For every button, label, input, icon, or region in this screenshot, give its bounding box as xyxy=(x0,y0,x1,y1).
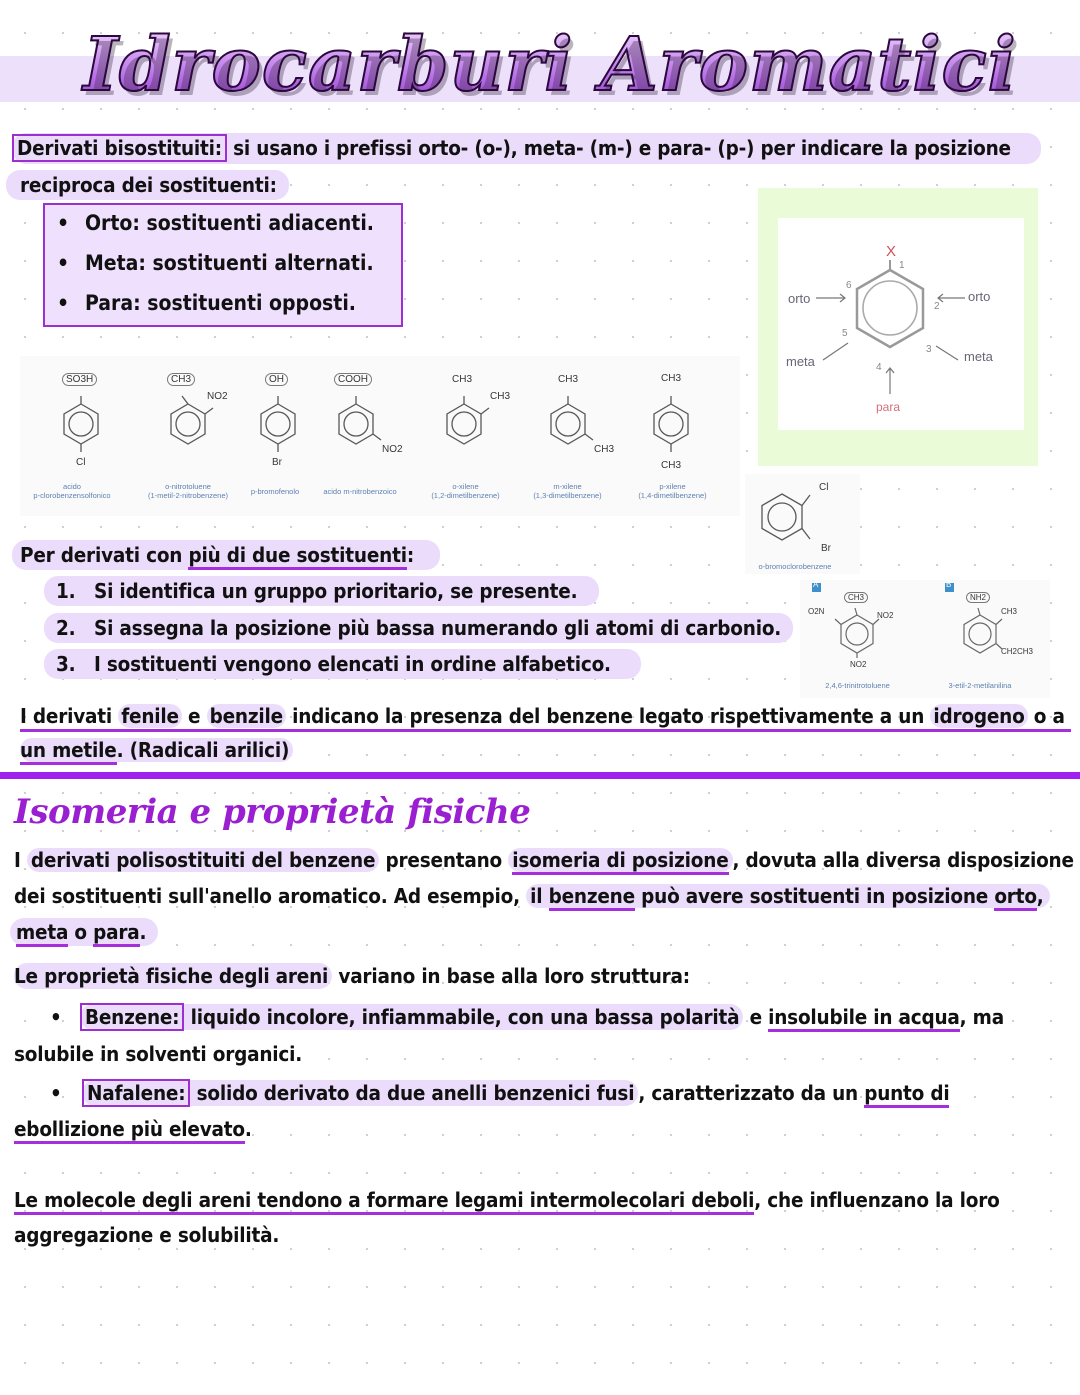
benzene-positions-icon xyxy=(758,188,1038,466)
step-3: 3. I sostituenti vengono elencati in ordine alfabetico. xyxy=(44,649,641,679)
section-divider xyxy=(0,772,1080,779)
polysubstituted-examples-image: A B CH3 O2N NO2 NO2 NH2 CH3 CH2CH3 2,4,6-trinitrotoluene 3-etil-2-metilanilina xyxy=(800,580,1050,698)
positions-diagram: X 1 2 3 4 5 6 orto orto meta meta para xyxy=(758,188,1038,466)
intro-line-2: reciproca dei sostituenti: xyxy=(6,170,289,200)
step-2: 2. Si assegna la posizione più bassa numerando gli atomi di carbonio. xyxy=(44,613,793,643)
section-title-isomeria: Isomeria e proprietà fisiche xyxy=(14,792,531,832)
naftalene-bullet: • Nafalene: solido derivato da due anelli benzenici fusi , caratterizzato da un punto di xyxy=(50,1080,949,1106)
naftalene-bullet-line-2: ebollizione più elevato. xyxy=(14,1116,252,1142)
bromochloro-image: Cl Br o-bromoclorobenzene xyxy=(745,474,860,574)
bullet-meta: • Meta: sostituenti alternati. xyxy=(57,251,374,275)
caption-p-bromofenolo: p-bromofenolo xyxy=(250,487,300,496)
isomeria-line-3: meta o para. xyxy=(10,918,158,946)
derivati-bisostituiti-term: Derivati bisostituiti: xyxy=(12,134,227,162)
intro-line-1: Derivati bisostituiti: si usano i prefissi orto- (o-), meta- (m-) e para- (p-) per indicare la posizione xyxy=(12,133,1041,164)
isomeria-line-1: I derivati polisostituiti del benzene presentano isomeria di posizione , dovuta alla diversa disposizione xyxy=(14,847,1074,873)
intermolecular-line-1: Le molecole degli areni tendono a formare legami intermolecolari deboli, che influenzano la loro xyxy=(14,1187,1000,1213)
caption-p-xilene: p-xilene (1,4-dimetilbenzene) xyxy=(638,482,707,500)
disubstituted-examples-image: SO3H Cl CH3 NO2 OH Br COOH NO2 CH3 CH3 CH3 CH3 CH3 CH3 acido p-clorobenzensolfonico o-nitrotoluene (1-metil-2-nitrobenzene) p-bromofenolo acido m-nitrobenzoico o-xilene (1,2-dimetilbenzene) m-xilene (1,3-dimetilbenzene) p-xilene (1,4-dimetilbenzene) xyxy=(20,356,740,516)
radicals-line-1: I derivati fenile e benzile indicano la presenza del benzene legato rispettivamente a un idrogeno o a xyxy=(20,703,1071,732)
bullet-para: • Para: sostituenti opposti. xyxy=(57,291,356,315)
isomeria-line-2: dei sostituenti sull'anello aromatico. Ad esempio, il benzene può avere sostituenti in posizione orto, xyxy=(14,883,1050,909)
radicals-line-2: un metile. (Radicali arilici) xyxy=(20,737,293,763)
benzene-ring-icon xyxy=(745,474,860,574)
caption-m-xilene: m-xilene (1,3-dimetilbenzene) xyxy=(533,482,602,500)
benzene-term: Benzene: xyxy=(80,1003,184,1031)
bullet-orto: • Orto: sostituenti adiacenti. xyxy=(57,211,374,235)
benzene-bullet-line-2: solubile in solventi organici. xyxy=(14,1042,303,1066)
caption-p-clorobenzensolfonico: acido p-clorobenzensolfonico xyxy=(33,482,111,500)
caption-o-xilene: o-xilene (1,2-dimetilbenzene) xyxy=(431,482,500,500)
benzene-bullet: • Benzene: liquido incolore, infiammabile, con una bassa polarità e insolubile in acqua, ma xyxy=(50,1004,1004,1030)
page-title: Idrocarburi Aromatici xyxy=(30,0,1070,130)
step-1: 1. Si identifica un gruppo prioritario, se presente. xyxy=(44,576,599,606)
caption-m-nitrobenzoico: acido m-nitrobenzoico xyxy=(323,487,397,496)
caption-o-nitrotoluene: o-nitrotoluene (1-metil-2-nitrobenzene) xyxy=(147,482,229,500)
naftalene-term: Nafalene: xyxy=(82,1079,190,1107)
ortho-meta-para-box xyxy=(43,203,403,327)
more-substituents-heading: Per derivati con più di due sostituenti: xyxy=(12,540,440,570)
intermolecular-line-2: aggregazione e solubilità. xyxy=(14,1223,280,1247)
properties-intro: Le proprietà fisiche degli areni variano in base alla loro struttura: xyxy=(14,964,690,988)
